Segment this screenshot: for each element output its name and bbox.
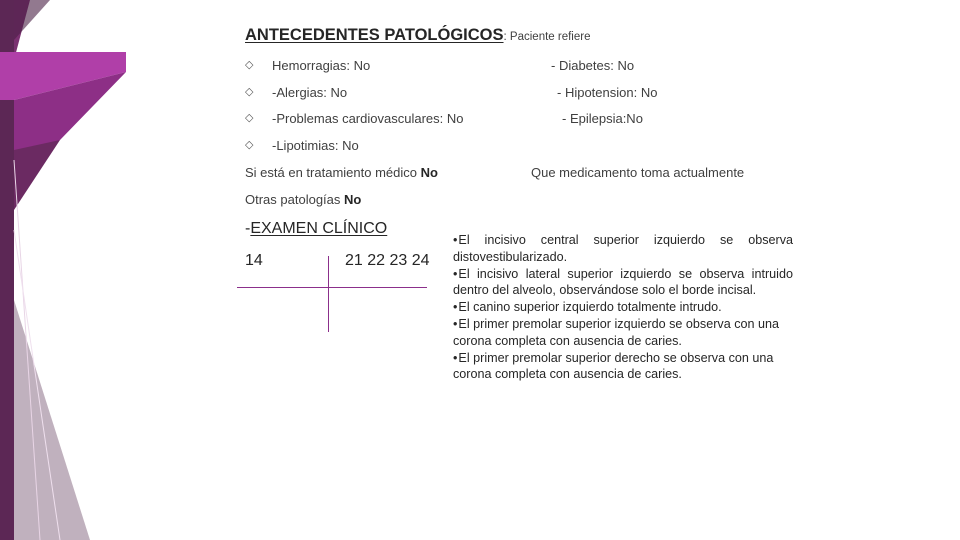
title-suffix: : Paciente refiere — [503, 31, 591, 43]
finding-item: •El incisivo lateral superior izquierdo se observa intruido dentro del alveolo, observándose solo el borde incisal. — [453, 266, 793, 298]
medication-label: Que medicamento toma actualmente — [531, 165, 745, 180]
finding-item: distovestibularizado. — [453, 249, 568, 264]
list-item: ◇ -Lipotimias: No — [245, 138, 359, 153]
right-item-epilepsia: - Epilepsia:No — [562, 111, 643, 126]
slide-title: ANTECEDENTES PATOLÓGICOS: Paciente refiere — [245, 26, 591, 44]
list-item: ◇ Hemorragias: No — [245, 58, 371, 73]
treatment-line: Si está en tratamiento médico No — [245, 165, 438, 180]
right-item-diabetes: - Diabetes: No — [551, 58, 635, 73]
tooth-chart-vertical-line — [328, 256, 329, 332]
tooth-chart-left-quadrant: 21 22 23 24 — [345, 252, 430, 269]
list-item: ◇ -Problemas cardiovasculares: No — [245, 111, 464, 126]
finding-item: •El primer premolar superior izquierdo se observa con una corona completa con ausencia de caries. — [453, 316, 780, 348]
finding-item: •El canino superior izquierdo totalmente intrudo. — [453, 300, 722, 315]
exam-heading: -EXAMEN CLÍNICO — [245, 220, 388, 237]
list-item: ◇ -Alergias: No — [245, 85, 348, 100]
right-item-hipotension: - Hipotension: No — [557, 85, 658, 100]
finding-item: •El primer premolar superior derecho se observa con una corona completa con ausencia de caries. — [453, 350, 774, 382]
other-pathologies-line: Otras patologías No — [245, 192, 362, 207]
diamond-arrow-icon: ◇ — [245, 112, 254, 124]
tooth-chart-right-quadrant: 14 — [245, 252, 263, 269]
tooth-chart-horizontal-line — [237, 287, 427, 288]
diamond-arrow-icon: ◇ — [245, 139, 254, 151]
finding-item: •El incisivo central superior izquierdo se observa — [453, 233, 793, 247]
diamond-arrow-icon: ◇ — [245, 59, 254, 71]
decorative-sidebar — [0, 0, 130, 540]
clinical-findings — [453, 232, 793, 383]
diamond-arrow-icon: ◇ — [245, 86, 254, 98]
